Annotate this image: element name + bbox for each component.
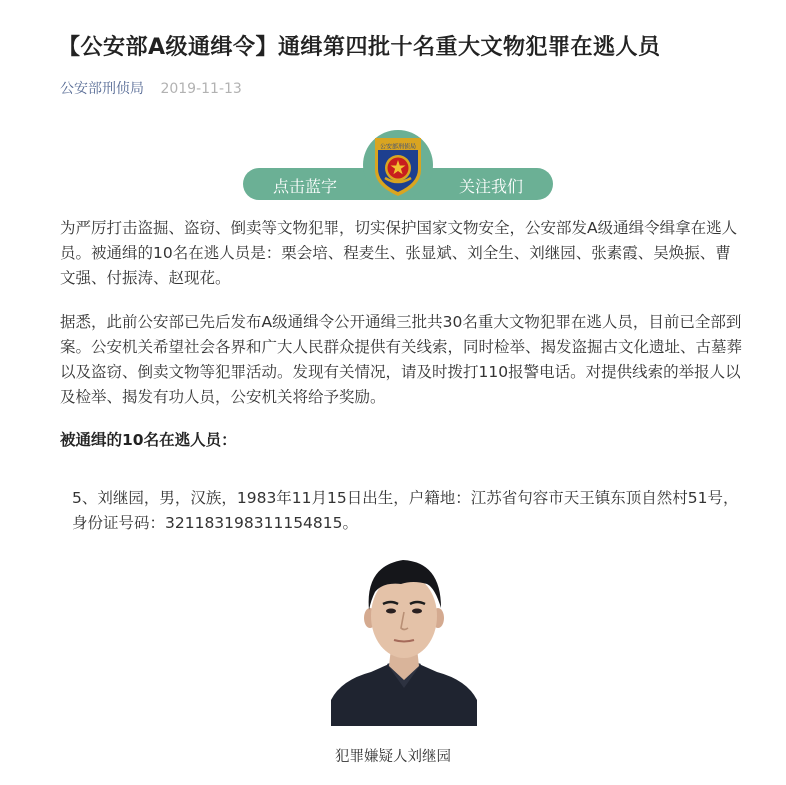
publish-date: 2019-11-13 xyxy=(160,81,242,97)
article-meta xyxy=(60,78,242,98)
suspect-list-heading: 被通缉的10名在逃人员： xyxy=(60,431,237,449)
article-title: 【公安部A级通缉令】通缉第四批十名重大文物犯罪在逃人员 xyxy=(58,35,661,60)
background-paragraph: 据悉，此前公安部已先后发布A级通缉令公开通缉三批共30名重大文物犯罪在逃人员，目前已全部到案。公安机关希望社会各界和广大人民群众提供有关线索，同时检举、揭发盗掘古文化遗址、古墓葬以及盗窃、倒卖文物等犯罪活动。发现有关情况，请及时拨打110报警电话。对提供线索的举报人以及检举、揭发有功人员，公安机关将给予奖励。 xyxy=(60,313,743,406)
intro-paragraph: 为严厉打击盗掘、盗窃、倒卖等文物犯罪，切实保护国家文物安全，公安部发A级通缉令缉拿在逃人员。被通缉的10名在逃人员是：栗会培、程麦生、张显斌、刘全生、刘继园、张素霞、吴焕振、曹文强、付振涛、赵现花。 xyxy=(60,219,738,287)
police-badge-icon xyxy=(363,128,433,202)
badge-label: 公安部刑侦局 xyxy=(379,143,417,151)
follow-banner-left-text: 点击蓝字 xyxy=(273,177,338,196)
suspect-photo xyxy=(331,552,477,726)
photo-caption: 犯罪嫌疑人刘继园 xyxy=(335,749,451,765)
suspect-item: 5、刘继园，男，汉族，1983年11月15日出生，户籍地：江苏省句容市天王镇东顶自然村51号，身份证号码：321183198311154815。 xyxy=(72,489,739,532)
follow-banner-right-text: 关注我们 xyxy=(458,177,523,196)
author-link[interactable]: 公安部刑侦局 xyxy=(60,81,144,97)
